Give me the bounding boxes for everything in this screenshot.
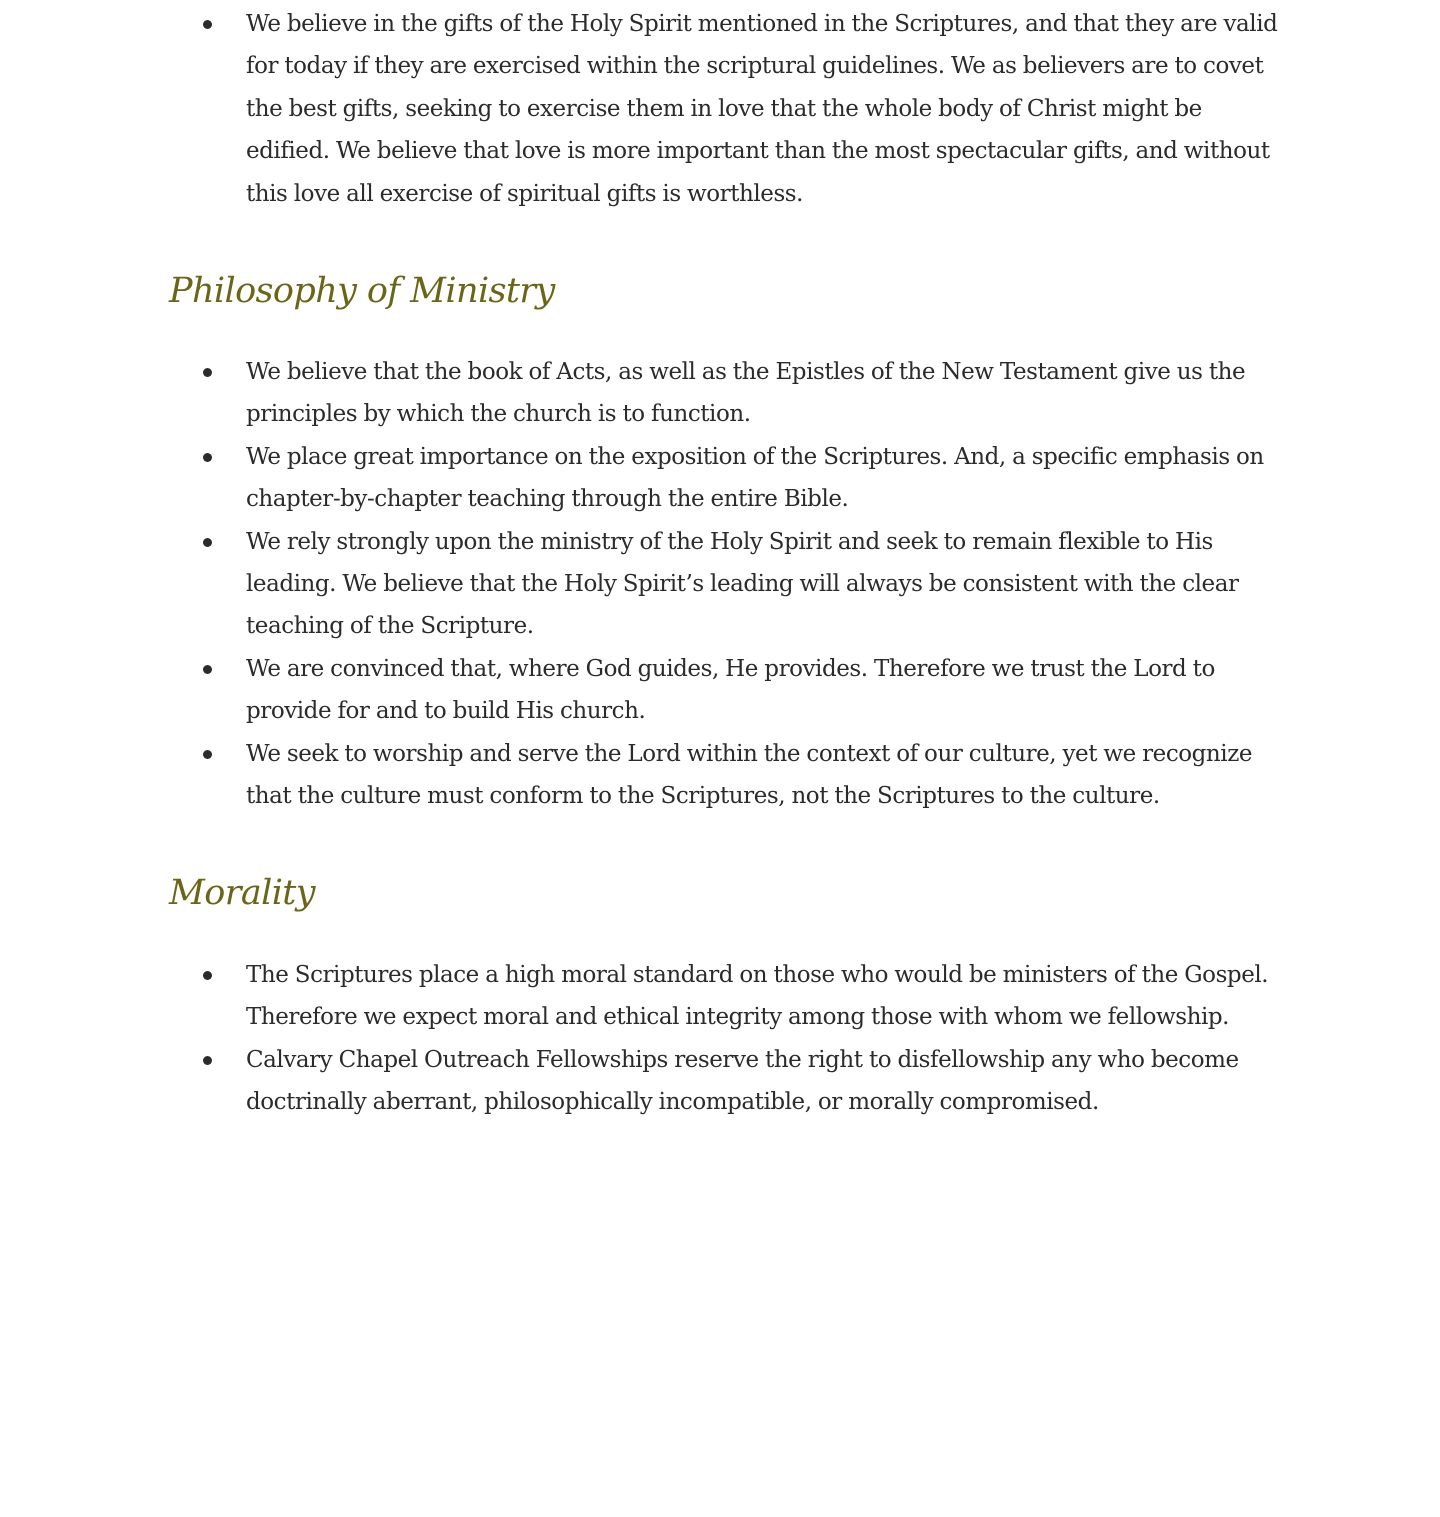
section-heading-morality: Morality: [169, 873, 315, 913]
spiritual-gifts-list: [200, 3, 1290, 215]
bullet-icon: [203, 538, 212, 547]
bullet-icon: [203, 368, 212, 377]
bullet-icon: [203, 750, 212, 759]
section-heading-philosophy-of-ministry: Philosophy of Ministry: [169, 271, 555, 311]
list-item: [200, 3, 1290, 215]
list-item: [200, 436, 1290, 521]
list-item-text: We are convinced that, where God guides, He provides. Therefore we trust the Lord to provide for and to build His church.: [246, 655, 1215, 725]
philosophy-of-ministry-list: [200, 351, 1290, 817]
bullet-icon: [203, 1056, 212, 1065]
bullet-icon: [203, 971, 212, 980]
list-item: [200, 648, 1290, 733]
list-item-text: We seek to worship and serve the Lord within the context of our culture, yet we recognize that the culture must conform to the Scriptures, not the Scriptures to the culture.: [246, 740, 1253, 810]
list-item-text: We believe in the gifts of the Holy Spirit mentioned in the Scriptures, and that they are valid for today if they are exercised within the scriptural guidelines. We as believers are to covet the best gifts, seeking to exercise them in love that the whole body of Christ might be edified. We believe that love is more important than the most spectacular gifts, and without this love all exercise of spiritual gifts is worthless.: [246, 11, 1278, 207]
bullet-icon: [203, 20, 212, 29]
list-item: [200, 351, 1290, 436]
list-item: [200, 1039, 1290, 1124]
bullet-icon: [203, 453, 212, 462]
morality-list: [200, 954, 1290, 1124]
list-item-text: We rely strongly upon the ministry of the Holy Spirit and seek to remain flexible to His leading. We believe that the Holy Spirit’s leading will always be consistent with the clear teaching of the Scripture.: [246, 528, 1239, 640]
list-item-text: We believe that the book of Acts, as well as the Epistles of the New Testament give us the principles by which the church is to function.: [246, 359, 1246, 428]
bullet-icon: [203, 665, 212, 674]
list-item: [200, 733, 1290, 818]
list-item-text: The Scriptures place a high moral standard on those who would be ministers of the Gospel. Therefore we expect moral and ethical integrity among those with whom we fellowship.: [246, 962, 1269, 1031]
list-item: [200, 954, 1290, 1039]
list-item-text: Calvary Chapel Outreach Fellowships reserve the right to disfellowship any who become doctrinally aberrant, philosophically incompatible, or morally compromised.: [246, 1046, 1239, 1116]
list-item: [200, 521, 1290, 648]
list-item-text: We place great importance on the exposition of the Scriptures. And, a specific emphasis on chapter-by-chapter teaching through the entire Bible.: [246, 443, 1264, 513]
